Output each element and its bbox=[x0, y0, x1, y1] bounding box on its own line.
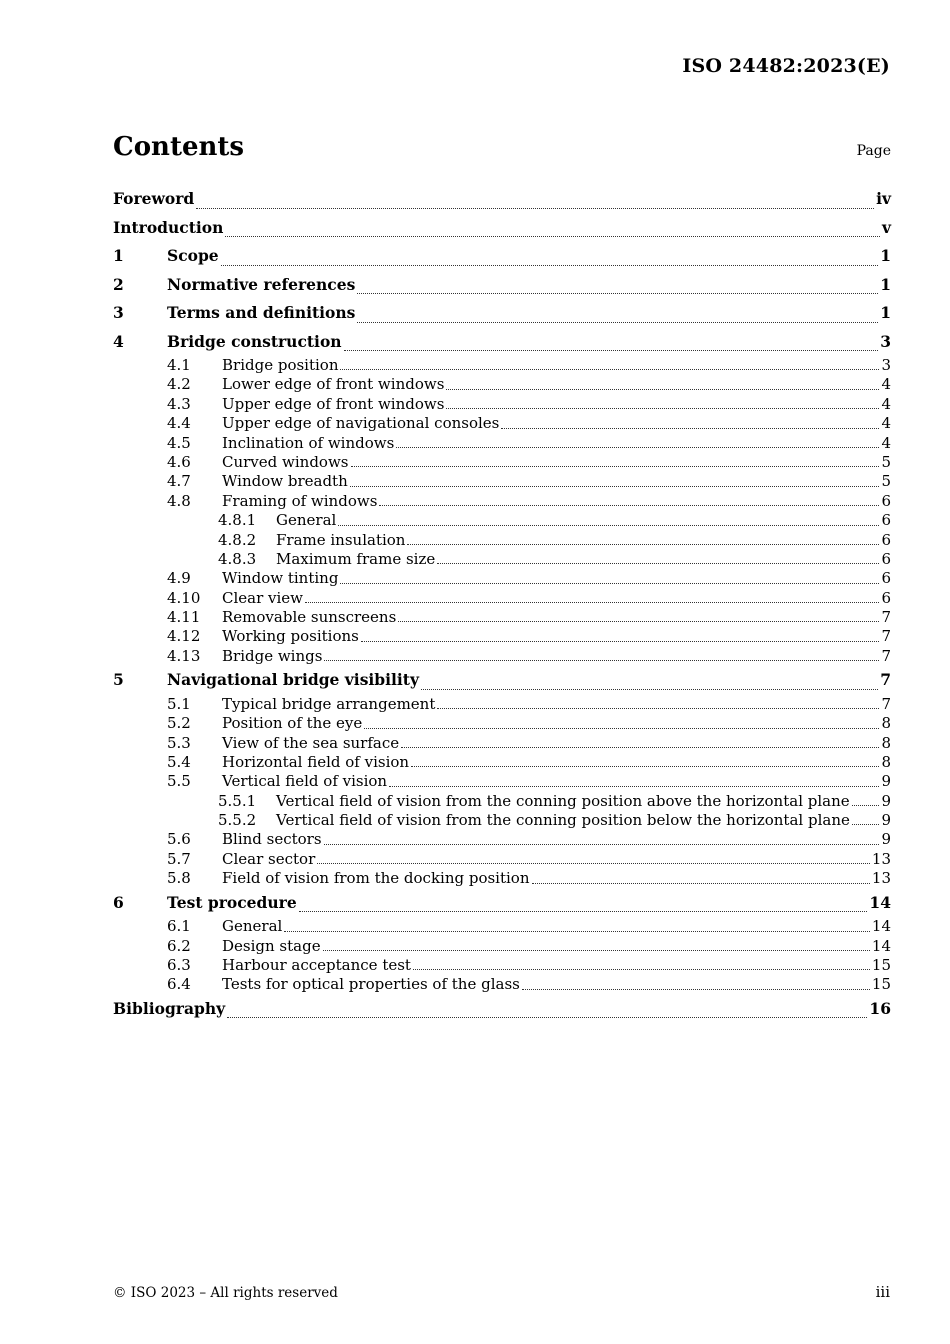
toc-entry-page: 9 bbox=[881, 772, 891, 791]
toc-entry-title: Window tinting bbox=[222, 569, 339, 588]
toc-entry-title: Lower edge of front windows bbox=[222, 375, 445, 394]
toc-entry-number: 4.9 bbox=[167, 569, 191, 588]
toc-entry-page: 14 bbox=[871, 936, 891, 955]
toc-entry-page: 6 bbox=[881, 549, 891, 568]
toc-entry[interactable] bbox=[113, 753, 891, 772]
toc-entry[interactable] bbox=[113, 889, 891, 918]
dot-leader bbox=[344, 349, 879, 351]
toc-entry-title: Field of vision from the docking position bbox=[222, 869, 530, 888]
toc-entry-title: Framing of windows bbox=[222, 491, 378, 510]
toc-entry-title: Horizontal field of vision bbox=[222, 752, 410, 771]
toc-entry-page: 6 bbox=[881, 491, 891, 510]
toc-entry[interactable] bbox=[113, 792, 891, 811]
toc-entry-title: Bridge position bbox=[222, 356, 339, 374]
toc-entry-title: Bridge construction bbox=[167, 331, 342, 351]
toc-entry-number: 3 bbox=[113, 303, 124, 322]
toc-entry-page: 15 bbox=[871, 975, 891, 994]
toc-entry-number: 5.5 bbox=[167, 772, 191, 791]
dot-leader bbox=[221, 264, 879, 266]
toc-entry[interactable] bbox=[113, 434, 891, 453]
toc-entry-number: 5.8 bbox=[167, 869, 191, 888]
toc-entry-page: 3 bbox=[880, 331, 891, 351]
dot-leader bbox=[501, 427, 879, 429]
toc-entry-number: 5.3 bbox=[167, 733, 191, 752]
toc-entry-title: Removable sunscreens bbox=[222, 608, 397, 627]
toc-entry-number: 6.4 bbox=[167, 975, 191, 994]
toc-entry[interactable] bbox=[113, 734, 891, 753]
toc-entry-number: 4.8.1 bbox=[218, 511, 257, 530]
toc-entry[interactable] bbox=[113, 375, 891, 394]
toc-entry-number: 5.1 bbox=[167, 694, 191, 713]
toc-entry-number: 4.13 bbox=[167, 646, 201, 665]
dot-leader bbox=[522, 988, 870, 990]
toc-entry-page: 5 bbox=[881, 452, 891, 471]
toc-entry-page: 8 bbox=[881, 752, 891, 771]
toc-entry-page: 4 bbox=[881, 433, 891, 452]
toc-entry-page: iv bbox=[876, 189, 891, 208]
toc-entry-page: 16 bbox=[869, 998, 891, 1018]
toc-entry-title: Position of the eye bbox=[222, 714, 363, 733]
toc-entry-title: Navigational bridge visibility bbox=[167, 670, 419, 690]
toc-entry-number: 5.6 bbox=[167, 830, 191, 849]
dot-leader bbox=[323, 949, 870, 951]
toc-entry-page: 15 bbox=[871, 955, 891, 974]
toc-entry-page: 6 bbox=[881, 511, 891, 530]
toc-entry[interactable] bbox=[113, 956, 891, 975]
toc-entry-page: 7 bbox=[881, 694, 891, 713]
toc-entry-page: 9 bbox=[881, 791, 891, 810]
toc-entry-number: 4.12 bbox=[167, 627, 201, 646]
toc-entry-page: 9 bbox=[881, 811, 891, 830]
dot-leader bbox=[379, 504, 879, 506]
toc-entry-page: 1 bbox=[880, 274, 891, 294]
dot-leader bbox=[389, 785, 879, 787]
toc-entry[interactable] bbox=[113, 850, 891, 869]
toc-entry[interactable] bbox=[113, 328, 891, 357]
toc-entry-number: 4.8.3 bbox=[218, 549, 257, 568]
toc-entry-title: General bbox=[276, 511, 337, 530]
toc-entry-number: 6.1 bbox=[167, 917, 191, 936]
toc-entry-number: 4.4 bbox=[167, 414, 191, 433]
dot-leader bbox=[401, 746, 879, 748]
toc-entry[interactable] bbox=[113, 975, 891, 994]
toc-entry-page: 8 bbox=[881, 714, 891, 733]
toc-entry[interactable] bbox=[113, 714, 891, 733]
dot-leader bbox=[364, 727, 879, 729]
toc-entry[interactable] bbox=[113, 811, 891, 830]
page-number: iii bbox=[875, 1283, 890, 1301]
toc-entry-number: 4.11 bbox=[167, 608, 201, 627]
toc-entry[interactable] bbox=[113, 453, 891, 472]
toc-entry[interactable] bbox=[113, 472, 891, 491]
toc-entry-number: 6.2 bbox=[167, 936, 191, 955]
dot-leader bbox=[407, 543, 879, 545]
toc-entry[interactable] bbox=[113, 299, 891, 328]
dot-leader bbox=[398, 620, 879, 622]
dot-leader bbox=[305, 601, 879, 603]
toc-entry-title: General bbox=[222, 917, 283, 936]
dot-leader bbox=[340, 582, 879, 584]
toc-entry-page: 13 bbox=[871, 849, 891, 868]
dot-leader bbox=[351, 465, 880, 467]
dot-leader bbox=[411, 765, 879, 767]
toc-entry[interactable] bbox=[113, 772, 891, 791]
dot-leader bbox=[340, 368, 879, 370]
dot-leader bbox=[446, 407, 879, 409]
dot-leader bbox=[284, 930, 870, 932]
toc-entry-page: 3 bbox=[881, 356, 891, 374]
toc-entry-page: 4 bbox=[881, 414, 891, 433]
toc-entry[interactable] bbox=[113, 511, 891, 530]
dot-leader bbox=[225, 235, 880, 237]
toc-entry-number: 4.8.2 bbox=[218, 530, 257, 549]
dot-leader bbox=[338, 524, 879, 526]
toc-entry-title: Vertical field of vision from the conning position below the horizontal plane bbox=[276, 811, 850, 830]
toc-entry-page: 8 bbox=[881, 733, 891, 752]
toc-entry-title: Introduction bbox=[113, 217, 224, 237]
toc-entry-page: 4 bbox=[881, 394, 891, 413]
toc-entry-title: Bridge wings bbox=[222, 646, 323, 665]
toc-entry-number: 5.5.1 bbox=[218, 791, 257, 810]
page-column-label: Page bbox=[856, 143, 891, 159]
toc-entry[interactable] bbox=[113, 531, 891, 550]
toc-entry-title: Bibliography bbox=[113, 998, 226, 1018]
toc-entry-page: 4 bbox=[881, 375, 891, 394]
toc-entry-page: 6 bbox=[881, 569, 891, 588]
toc-entry-number: 4.1 bbox=[167, 356, 191, 374]
dot-leader bbox=[357, 292, 878, 294]
toc-entry-number: 4.10 bbox=[167, 588, 201, 607]
toc-entry[interactable] bbox=[113, 589, 891, 608]
dot-leader bbox=[361, 640, 880, 642]
toc-entry[interactable] bbox=[113, 647, 891, 666]
dot-leader bbox=[396, 446, 879, 448]
dot-leader bbox=[852, 823, 880, 825]
dot-leader bbox=[350, 485, 880, 487]
toc-entry-page: 7 bbox=[881, 608, 891, 627]
dot-leader bbox=[421, 688, 878, 690]
dot-leader bbox=[324, 843, 880, 845]
toc-entry-page: 5 bbox=[881, 472, 891, 491]
toc-entry-number: 4.6 bbox=[167, 452, 191, 471]
toc-entry-title: Typical bridge arrangement bbox=[222, 694, 436, 713]
toc-entry-number: 5.4 bbox=[167, 752, 191, 771]
toc-entry-number: 4.8 bbox=[167, 491, 191, 510]
toc-entry-number: 6.3 bbox=[167, 955, 191, 974]
toc-entry[interactable] bbox=[113, 492, 891, 511]
toc-entry-title: Window breadth bbox=[222, 472, 348, 491]
document-id: ISO 24482:2023(E) bbox=[682, 55, 890, 77]
dot-leader bbox=[357, 321, 878, 323]
dot-leader bbox=[317, 862, 870, 864]
toc-entry[interactable] bbox=[113, 550, 891, 569]
toc-entry-page: 14 bbox=[869, 892, 891, 912]
toc-entry-title: Scope bbox=[167, 246, 219, 265]
toc-entry-page: 6 bbox=[881, 588, 891, 607]
toc-entry-page: 1 bbox=[880, 246, 891, 265]
toc-entry-title: Blind sectors bbox=[222, 830, 322, 849]
toc-entry[interactable] bbox=[113, 937, 891, 956]
toc-entry-page: 7 bbox=[881, 646, 891, 665]
page-title: Contents bbox=[113, 132, 245, 162]
toc-entry-title: Working positions bbox=[222, 627, 359, 646]
dot-leader bbox=[532, 882, 870, 884]
dot-leader bbox=[299, 910, 868, 912]
toc-entry[interactable] bbox=[113, 830, 891, 849]
toc-entry-number: 2 bbox=[113, 274, 124, 294]
toc-entry-page: 14 bbox=[871, 917, 891, 936]
copyright-notice: © ISO 2023 – All rights reserved bbox=[113, 1285, 338, 1301]
toc-entry-title: Frame insulation bbox=[276, 530, 406, 549]
toc-entry-number: 4.3 bbox=[167, 394, 191, 413]
toc-entry-page: 9 bbox=[881, 830, 891, 849]
toc-entry-title: Normative references bbox=[167, 274, 356, 294]
toc-entry-page: 6 bbox=[881, 530, 891, 549]
toc-entry-title: Upper edge of front windows bbox=[222, 394, 445, 413]
toc-entry-title: Maximum frame size bbox=[276, 549, 436, 568]
dot-leader bbox=[324, 659, 879, 661]
table-of-contents bbox=[113, 185, 891, 1023]
toc-entry-page: 7 bbox=[881, 627, 891, 646]
toc-entry[interactable] bbox=[113, 695, 891, 714]
toc-entry[interactable] bbox=[113, 608, 891, 627]
toc-entry[interactable] bbox=[113, 356, 891, 375]
toc-entry[interactable] bbox=[113, 242, 891, 271]
toc-entry[interactable] bbox=[113, 414, 891, 433]
toc-entry[interactable] bbox=[113, 395, 891, 414]
toc-entry-number: 4 bbox=[113, 331, 124, 351]
toc-entry[interactable] bbox=[113, 666, 891, 695]
dot-leader bbox=[437, 707, 879, 709]
title-row bbox=[113, 132, 891, 166]
toc-entry[interactable] bbox=[113, 869, 891, 888]
toc-entry-title: View of the sea surface bbox=[222, 733, 400, 752]
toc-entry-title: Clear sector bbox=[222, 849, 316, 868]
toc-entry-number: 5 bbox=[113, 670, 124, 690]
toc-entry-page: 7 bbox=[880, 670, 891, 690]
dot-leader bbox=[227, 1016, 867, 1018]
toc-entry-title: Harbour acceptance test bbox=[222, 955, 411, 974]
toc-entry[interactable] bbox=[113, 995, 891, 1024]
toc-entry-title: Vertical field of vision bbox=[222, 772, 388, 791]
toc-entry-number: 5.5.2 bbox=[218, 811, 257, 830]
toc-entry-page: v bbox=[881, 217, 891, 237]
toc-entry[interactable] bbox=[113, 627, 891, 646]
toc-entry-title: Upper edge of navigational consoles bbox=[222, 414, 500, 433]
toc-entry-number: 6 bbox=[113, 892, 124, 912]
toc-entry[interactable] bbox=[113, 214, 891, 243]
toc-entry[interactable] bbox=[113, 569, 891, 588]
toc-entry-number: 4.2 bbox=[167, 375, 191, 394]
dot-leader bbox=[852, 804, 880, 806]
toc-entry-title: Tests for optical properties of the glass bbox=[222, 975, 520, 994]
toc-entry-title: Test procedure bbox=[167, 892, 297, 912]
toc-entry-title: Terms and definitions bbox=[167, 303, 356, 322]
toc-entry[interactable] bbox=[113, 185, 891, 214]
toc-entry-number: 4.5 bbox=[167, 433, 191, 452]
toc-entry-title: Foreword bbox=[113, 189, 195, 208]
toc-entry-title: Clear view bbox=[222, 588, 304, 607]
toc-entry-page: 1 bbox=[880, 303, 891, 322]
toc-entry-title: Vertical field of vision from the conning position above the horizontal plane bbox=[276, 791, 850, 810]
dot-leader bbox=[446, 388, 879, 390]
toc-entry-page: 13 bbox=[871, 869, 891, 888]
dot-leader bbox=[437, 562, 879, 564]
toc-entry[interactable] bbox=[113, 917, 891, 936]
dot-leader bbox=[196, 207, 874, 209]
toc-entry-title: Curved windows bbox=[222, 452, 349, 471]
toc-entry[interactable] bbox=[113, 271, 891, 300]
toc-entry-number: 1 bbox=[113, 246, 124, 265]
toc-entry-number: 5.7 bbox=[167, 849, 191, 868]
toc-entry-title: Design stage bbox=[222, 936, 321, 955]
toc-entry-number: 5.2 bbox=[167, 714, 191, 733]
toc-entry-number: 4.7 bbox=[167, 472, 191, 491]
dot-leader bbox=[413, 968, 870, 970]
toc-entry-title: Inclination of windows bbox=[222, 433, 395, 452]
